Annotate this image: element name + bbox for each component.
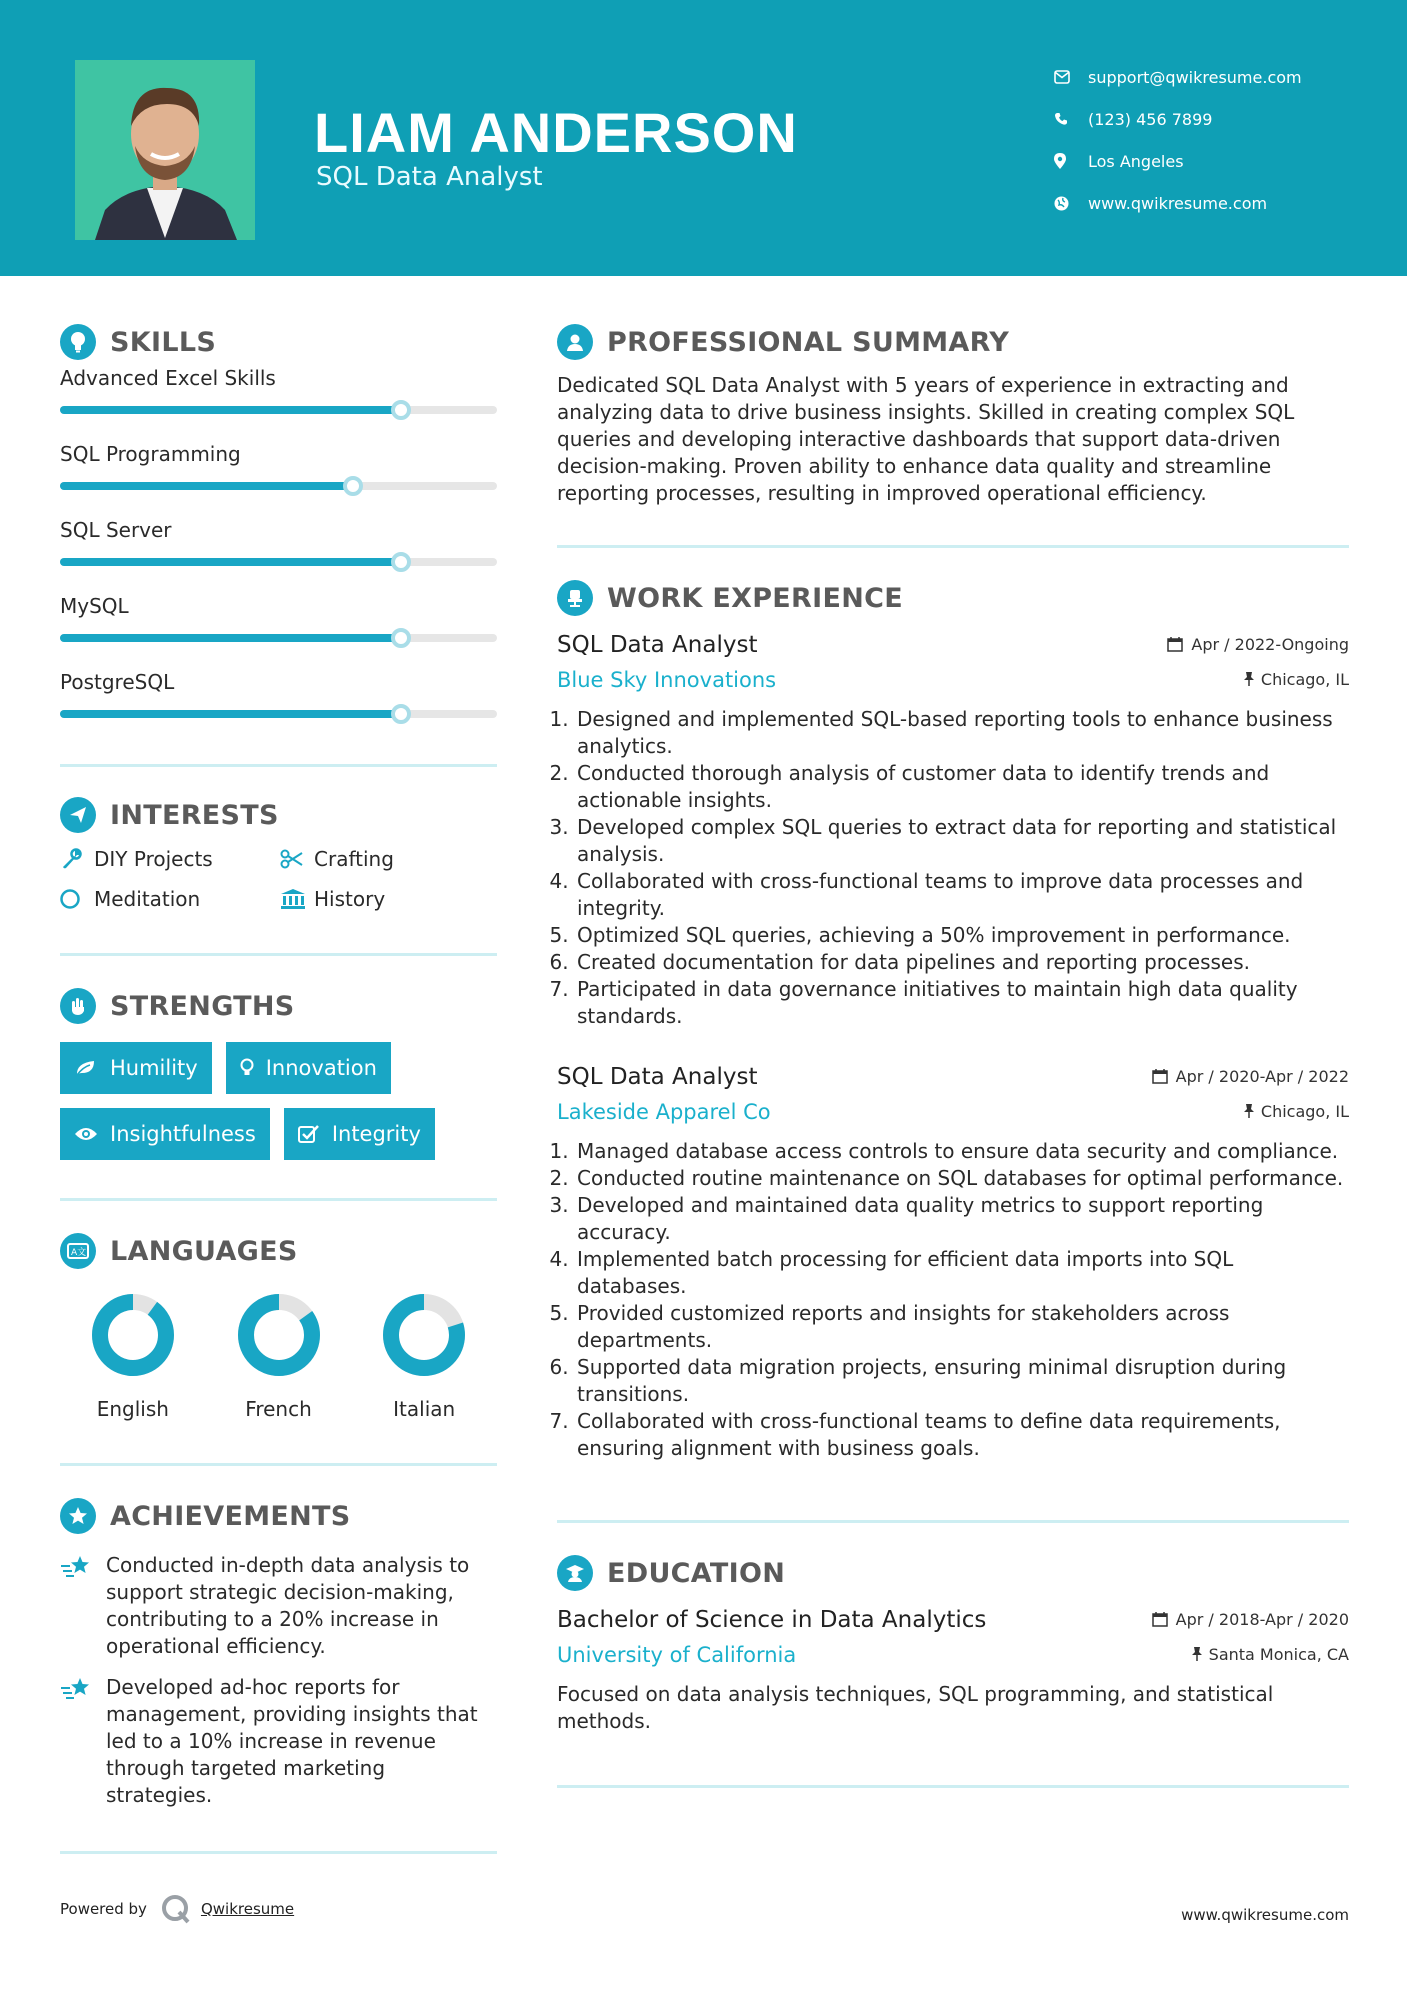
svg-text:A文: A文 [71,1248,87,1258]
section-divider [557,1520,1349,1523]
job-point: 7. Collaborated with cross-functional teams to define data requirements, ensuring alignment with business goals. [575,1408,1349,1462]
contact-website-text: www.qwikresume.com [1088,193,1268,213]
achievement-text: Conducted in-depth data analysis to support strategic decision-making, contributing to a 20% increase in operational efficiency. [106,1553,470,1658]
skill-label: MySQL [60,594,129,618]
school-name: University of California [557,1643,797,1667]
pushpin-icon [1191,1646,1203,1662]
education-date [1152,1610,1349,1629]
eye-icon [74,1126,98,1142]
interests-title: INTERESTS [110,799,279,831]
lightbulb-icon [240,1058,254,1078]
job-points [557,1138,1349,1462]
contact-email[interactable] [1054,56,1302,98]
skill-label: PostgreSQL [60,670,175,694]
job-date-text: Apr / 2022-Ongoing [1191,634,1349,654]
achievements-title: ACHIEVEMENTS [110,1500,351,1532]
education-heading [557,1553,1349,1593]
pushpin-icon [1243,671,1255,687]
candidate-name: LIAM ANDERSON [314,101,798,164]
job-title: SQL Data Analyst [557,1064,758,1090]
skill-knob [391,552,411,572]
job-entry [557,632,1349,1030]
skill-track [60,558,497,566]
skill-track [60,710,497,718]
section-divider [60,1851,497,1854]
interests-list [60,847,497,911]
contact-website[interactable] [1054,182,1302,224]
qwikresume-link[interactable]: Qwikresume [200,1900,295,1918]
interest-label: Crafting [314,847,394,871]
job-point: 3. Developed and maintained data quality metrics to support reporting accuracy. [575,1192,1349,1246]
graduate-icon [557,1555,593,1591]
achievements-list [60,1552,497,1809]
contact-location-text: Los Angeles [1088,151,1184,171]
skills-list [60,366,497,746]
shooting-star-icon [60,1552,106,1660]
bank-icon [280,888,314,910]
job-points [557,706,1349,1030]
interests-heading [60,795,497,835]
skill-label: SQL Server [60,518,172,542]
interest-item [280,887,500,911]
strength-label: Innovation [265,1056,377,1080]
experience-heading [557,578,1349,618]
contact-list [1054,56,1302,224]
strength-label: Humility [110,1056,198,1080]
globe-icon [1054,196,1088,211]
contact-phone[interactable] [1054,98,1302,140]
skills-title: SKILLS [110,326,217,358]
calendar-icon [1152,1611,1168,1627]
job-point: 1. Managed database access controls to ensure data security and compliance. [575,1138,1349,1165]
section-divider [557,1785,1349,1788]
achievement-item [60,1674,497,1809]
job-point: 4. Collaborated with cross-functional teams to improve data processes and integrity. [575,868,1349,922]
job-location [1243,1102,1349,1121]
skills-heading [60,322,497,362]
skill-label: SQL Programming [60,442,241,466]
job-location [1243,670,1349,689]
achievements-heading [60,1496,497,1536]
section-divider [60,1463,497,1466]
candidate-role: SQL Data Analyst [316,162,543,192]
experience-title: WORK EXPERIENCE [607,582,903,614]
job-point: 5. Provided customized reports and insights for stakeholders across departments. [575,1300,1349,1354]
skill-track [60,634,497,642]
strength-tag [60,1042,212,1094]
language-donut [89,1291,177,1379]
scissors-icon [280,848,314,870]
job-location-text: Chicago, IL [1260,669,1349,689]
pushpin-icon [1243,1103,1255,1119]
right-column [557,276,1349,1788]
achievement-text: Developed ad-hoc reports for management, providing insights that led to a 10% increase in revenue through targeted marketing strategies. [106,1675,478,1807]
job-point: 5. Optimized SQL queries, achieving a 50% improvement in performance. [575,922,1349,949]
job-date [1152,1067,1349,1086]
job-point: 2. Conducted thorough analysis of customer data to identify trends and actionable insights. [575,760,1349,814]
section-divider [60,1198,497,1201]
languages-heading [60,1231,497,1271]
briefcase-chair-icon [557,580,593,616]
language-item [206,1291,352,1421]
wrench-icon [60,848,94,870]
circle-icon [60,888,94,910]
strengths-title: STRENGTHS [110,990,295,1022]
shooting-star-icon [60,1674,106,1809]
skill-track [60,406,497,414]
job-point: 7. Participated in data governance initiatives to maintain high data quality standards. [575,976,1349,1030]
skill-fill [60,482,353,490]
job-point: 1. Designed and implemented SQL-based reporting tools to enhance business analytics. [575,706,1349,760]
skill-item [60,366,497,442]
phone-icon [1054,112,1088,126]
skill-fill [60,558,401,566]
degree-title: Bachelor of Science in Data Analytics [557,1607,987,1633]
left-column [60,276,497,1854]
strength-label: Insightfulness [110,1122,256,1146]
skill-knob [391,400,411,420]
hand-icon [60,988,96,1024]
job-location-text: Chicago, IL [1260,1101,1349,1121]
map-pin-icon [1054,153,1088,169]
language-donut [235,1291,323,1379]
powered-by-text: Powered by [60,1900,147,1918]
skill-item [60,594,497,670]
strengths-list [60,1042,497,1160]
section-divider [60,953,497,956]
interest-label: DIY Projects [94,847,213,871]
skill-fill [60,710,401,718]
language-label: French [245,1397,312,1421]
education-location-text: Santa Monica, CA [1208,1644,1349,1664]
job-entry [557,1064,1349,1462]
checkbox-icon [298,1124,320,1144]
interest-item [60,887,280,911]
job-title: SQL Data Analyst [557,632,758,658]
summary-text: Dedicated SQL Data Analyst with 5 years of experience in extracting and analyzing data to drive business insights. Skilled in creating complex SQL queries and developing interactive dashboards that support data-driven decision-making. Proven ability to enhance data quality and streamline reporting processes, resulting in improved operational efficiency. [557,373,1295,505]
contact-email-text: support@qwikresume.com [1088,67,1302,87]
achievement-item [60,1552,497,1660]
user-icon [557,324,593,360]
company-name: Lakeside Apparel Co [557,1100,771,1124]
skill-fill [60,634,401,642]
job-date-text: Apr / 2020-Apr / 2022 [1175,1066,1349,1086]
education-location [1191,1645,1349,1664]
interest-label: History [314,887,386,911]
summary-title: PROFESSIONAL SUMMARY [607,326,1010,358]
section-divider [60,764,497,767]
leaf-icon [74,1059,98,1077]
strength-tag [284,1108,435,1160]
job-point: 2. Conducted routine maintenance on SQL databases for optimal performance. [575,1165,1349,1192]
interest-item [280,847,500,871]
education-date-text: Apr / 2018-Apr / 2020 [1175,1609,1349,1629]
skill-item [60,442,497,518]
skill-item [60,670,497,746]
education-entry [557,1607,1349,1735]
calendar-icon [1152,1068,1168,1084]
qwikresume-logo-icon [161,1894,191,1924]
job-point: 6. Created documentation for data pipelines and reporting processes. [575,949,1349,976]
job-point: 3. Developed complex SQL queries to extract data for reporting and statistical analysis. [575,814,1349,868]
resume-header [0,0,1407,276]
contact-location [1054,140,1302,182]
skill-knob [391,628,411,648]
skill-label: Advanced Excel Skills [60,366,276,390]
education-description: Focused on data analysis techniques, SQL programming, and statistical methods. [557,1682,1274,1733]
language-item [351,1291,497,1421]
skill-track [60,482,497,490]
company-name: Blue Sky Innovations [557,668,777,692]
lightbulb-icon [60,324,96,360]
paper-plane-icon [60,797,96,833]
strength-tag [226,1042,391,1094]
summary-heading [557,322,1349,362]
strength-tag [60,1108,270,1160]
envelope-icon [1054,70,1088,84]
interest-item [60,847,280,871]
profile-photo [75,60,255,240]
language-donut [380,1291,468,1379]
skill-fill [60,406,401,414]
languages-list [60,1291,497,1421]
language-card-icon [60,1233,96,1269]
star-badge-icon [60,1498,96,1534]
footer-url[interactable]: www.qwikresume.com [1181,1906,1349,1924]
interest-label: Meditation [94,887,201,911]
job-date [1167,635,1349,654]
strength-label: Integrity [331,1122,421,1146]
education-title: EDUCATION [607,1557,786,1589]
contact-phone-text: (123) 456 7899 [1088,109,1213,129]
language-label: Italian [393,1397,456,1421]
job-point: 6. Supported data migration projects, ensuring minimal disruption during transitions. [575,1354,1349,1408]
section-divider [557,545,1349,548]
languages-title: LANGUAGES [110,1235,298,1267]
language-label: English [96,1397,169,1421]
skill-knob [343,476,363,496]
footer-powered-by [60,1894,294,1924]
calendar-icon [1167,636,1183,652]
job-point: 4. Implemented batch processing for efficient data imports into SQL databases. [575,1246,1349,1300]
strengths-heading [60,986,497,1026]
skill-item [60,518,497,594]
language-item [60,1291,206,1421]
skill-knob [391,704,411,724]
